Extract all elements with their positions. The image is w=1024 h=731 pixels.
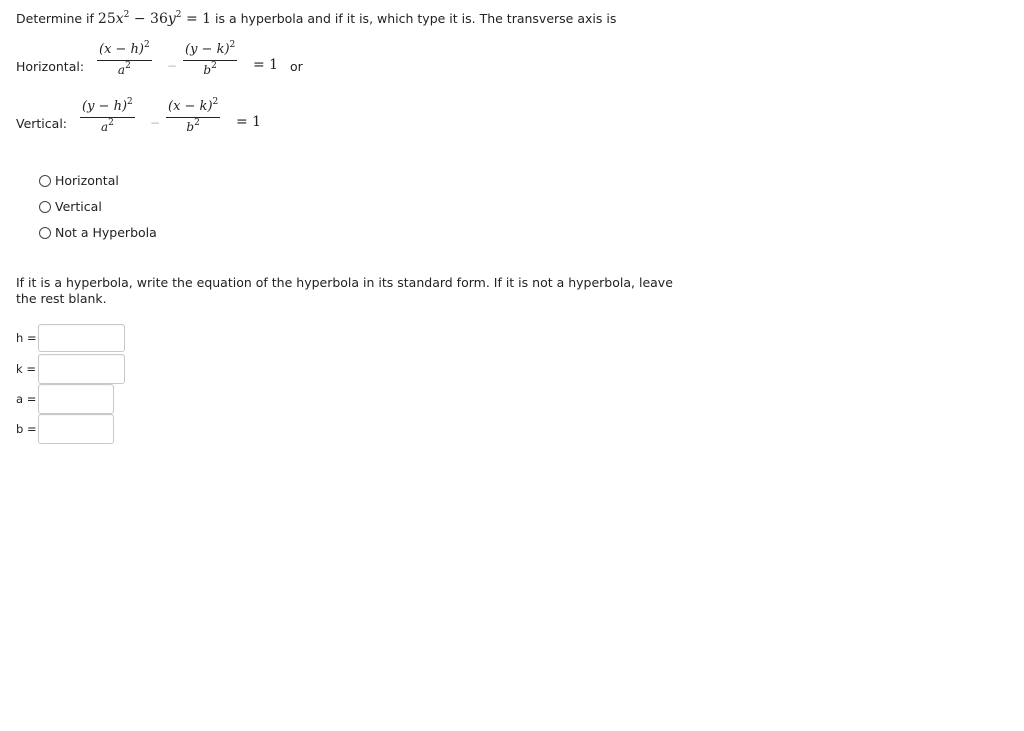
instructions-line-2: the rest blank. — [16, 291, 107, 306]
k-input[interactable] — [38, 354, 125, 384]
horizontal-minus: − — [167, 59, 178, 73]
instructions-line-1: If it is a hyperbola, write the equation of the hyperbola in its standard form. If it is not a hyperbola, leave — [16, 275, 673, 290]
a-label: a = — [16, 392, 37, 406]
radio-button[interactable] — [39, 227, 51, 239]
vertical-fraction-1: $(y - h)^2$ $a^2$ — [82, 97, 133, 134]
vertical-minus: − — [150, 116, 161, 130]
vertical-label: Vertical: — [16, 116, 68, 131]
question-text — [16, 11, 616, 27]
horizontal-fraction-2: $(y - k)^2$ $b^2$ — [185, 40, 236, 77]
a-input[interactable] — [38, 384, 114, 414]
horizontal-label: Horizontal: — [16, 59, 85, 74]
or-text: or — [290, 59, 303, 74]
b-label: b = — [16, 422, 37, 436]
question-equation: $25x^2 - 36y^2 = 1$ — [97, 10, 212, 27]
h-input[interactable] — [38, 324, 125, 352]
option-horizontal[interactable] — [39, 173, 119, 188]
question-prefix: Determine if — [16, 11, 98, 26]
b-input[interactable] — [38, 414, 114, 444]
horizontal-fraction-1: $(x - h)^2$ $a^2$ — [99, 40, 150, 77]
option-label: Vertical — [55, 199, 102, 214]
radio-button[interactable] — [39, 201, 51, 213]
radio-button[interactable] — [39, 175, 51, 187]
option-not-a-hyperbola[interactable] — [39, 225, 157, 240]
option-label: Horizontal — [55, 173, 119, 188]
horizontal-equals: = 1 — [253, 57, 279, 73]
vertical-equals: = 1 — [236, 114, 262, 130]
option-vertical[interactable] — [39, 199, 102, 214]
k-label: k = — [16, 362, 36, 376]
option-label: Not a Hyperbola — [55, 225, 157, 240]
question-suffix: is a hyperbola and if it is, which type it is. The transverse axis is — [211, 11, 617, 26]
vertical-fraction-2: $(x - k)^2$ $b^2$ — [168, 97, 219, 134]
h-label: h = — [16, 331, 37, 345]
